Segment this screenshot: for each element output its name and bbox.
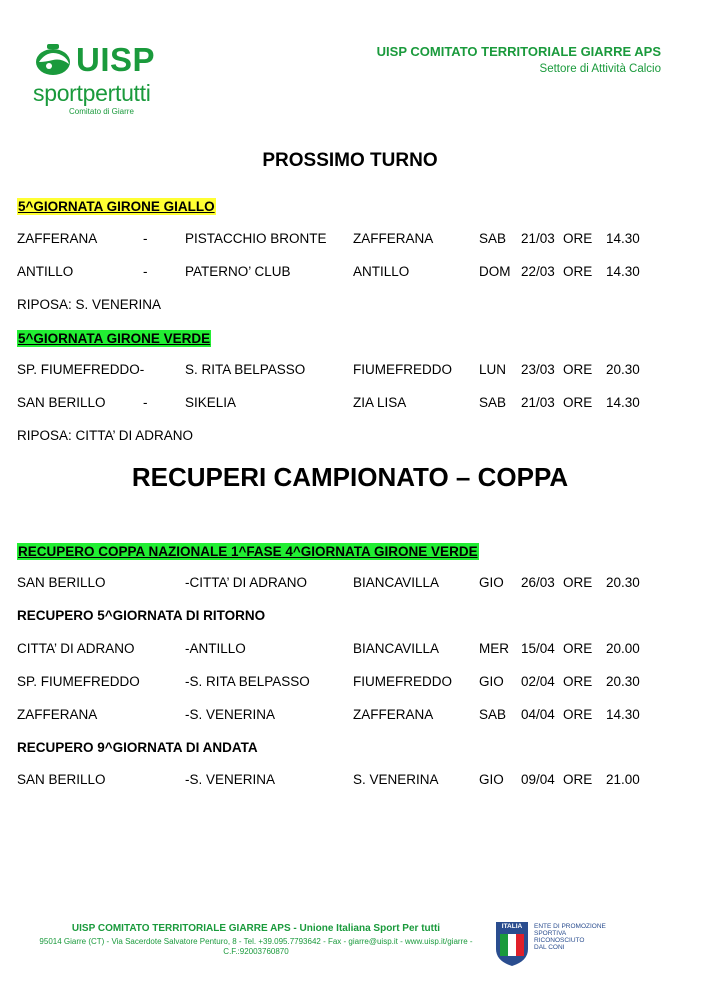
match-day: SAB [479,231,507,246]
coni-line: ENTE DI PROMOZIONE [534,923,606,930]
header-sector: Settore di Attività Calcio [539,63,661,75]
section-title-ritorno: RECUPERO 5^GIORNATA DI RITORNO [17,608,266,623]
match-date: 09/04 [521,772,555,787]
ore-label: ORE [563,362,593,377]
home-team: SAN BERILLO [17,772,106,787]
section-title-coppa: RECUPERO COPPA NAZIONALE 1^FASE 4^GIORNATA GIRONE VERDE [18,544,478,559]
match-time: 20.30 [606,362,640,377]
match-time: 14.30 [606,231,640,246]
away-team: -S. RITA BELPASSO [185,674,310,689]
logo-tagline: sportpertutti [33,80,151,106]
match-time: 14.30 [606,395,640,410]
match-time: 14.30 [606,264,640,279]
logo-sub: Comitato di Giarre [69,107,134,116]
recuperi-title: RECUPERI CAMPIONATO – COPPA [131,462,569,492]
header-organization [377,44,661,77]
match-row [0,575,707,591]
match-day: SAB [479,707,507,722]
match-day: DOM [479,264,511,279]
home-team: ZAFFERANA [17,231,98,246]
away-team: SIKELIA [185,395,237,410]
match-time: 14.30 [606,707,640,722]
match-day: GIO [479,674,504,689]
match-row [0,707,707,723]
venue: BIANCAVILLA [353,641,440,656]
ore-label: ORE [563,674,593,689]
page-title: PROSSIMO TURNO [262,150,438,171]
uisp-emblem-icon [33,42,73,78]
coni-line: RICONOSCIUTO [534,937,585,944]
ore-label: ORE [563,641,593,656]
match-time: 20.30 [606,674,640,689]
home-team: SP. FIUMEFREDDO [17,674,140,689]
home-team: ANTILLO [17,264,74,279]
logo-brand: UISP [76,41,156,78]
match-date: 21/03 [521,231,555,246]
match-row [0,362,707,378]
venue: BIANCAVILLA [353,575,440,590]
rest-team-verde: RIPOSA: CITTA’ DI ADRANO [17,428,194,443]
ore-label: ORE [563,575,593,590]
match-time: 20.00 [606,641,640,656]
footer-title: UISP COMITATO TERRITORIALE GIARRE APS - Unione Italiana Sport Per tutti [71,923,441,934]
section-title-giallo: 5^GIORNATA GIRONE GIALLO [18,199,215,214]
home-team: SAN BERILLO [17,395,106,410]
venue: S. VENERINA [353,772,439,787]
home-team: CITTA’ DI ADRANO [17,641,135,656]
home-team: SAN BERILLO [17,575,106,590]
venue: ANTILLO [353,264,410,279]
away-team: -ANTILLO [185,641,246,656]
venue: FIUMEFREDDO [353,362,452,377]
match-day: SAB [479,395,507,410]
match-day: GIO [479,772,504,787]
uisp-logo [33,42,173,124]
coni-shield-label: ITALIA [501,923,523,930]
coni-line: SPORTIVA [534,930,567,937]
match-row [0,674,707,690]
ore-label: ORE [563,772,593,787]
match-day: LUN [479,362,507,377]
match-row [0,641,707,657]
match-row [0,231,707,247]
match-row [0,395,707,411]
match-date: 22/03 [521,264,555,279]
match-day: GIO [479,575,504,590]
coni-line: DAL CONI [534,944,565,951]
away-team: -S. VENERINA [185,707,276,722]
away-team: S. RITA BELPASSO [185,362,306,377]
coni-badge [495,921,615,971]
away-team: PISTACCHIO BRONTE [185,231,327,246]
away-team: -CITTA’ DI ADRANO [185,575,308,590]
match-dash: - [143,231,148,246]
ore-label: ORE [563,231,593,246]
match-date: 26/03 [521,575,555,590]
match-date: 21/03 [521,395,555,410]
away-team: -S. VENERINA [185,772,276,787]
match-date: 23/03 [521,362,555,377]
footer-address: 95014 Giarre (CT) - Via Sacerdote Salvatore Penturo, 8 - Tel. +39.095.7793642 - Fax - giarre@uisp.it - www.uisp.it/giarre - C.F.:92003760870 [39,937,473,956]
ore-label: ORE [563,264,593,279]
match-row [0,264,707,280]
away-team: PATERNO’ CLUB [185,264,291,279]
match-date: 04/04 [521,707,555,722]
venue: ZAFFERANA [353,231,434,246]
match-time: 20.30 [606,575,640,590]
ore-label: ORE [563,395,593,410]
coni-text [534,923,606,951]
ore-label: ORE [563,707,593,722]
section-title-andata: RECUPERO 9^GIORNATA DI ANDATA [17,740,258,755]
venue: FIUMEFREDDO [353,674,452,689]
venue: ZAFFERANA [353,707,434,722]
home-team: ZAFFERANA [17,707,98,722]
venue: ZIA LISA [353,395,407,410]
footer [36,922,476,957]
section-title-verde: 5^GIORNATA GIRONE VERDE [18,331,211,346]
match-row [0,772,707,788]
match-date: 02/04 [521,674,555,689]
match-dash: - [143,395,148,410]
match-day: MER [479,641,509,656]
home-team: SP. FIUMEFREDDO- [17,362,145,377]
match-time: 21.00 [606,772,640,787]
match-dash: - [143,264,148,279]
match-date: 15/04 [521,641,555,656]
header-org-name: UISP COMITATO TERRITORIALE GIARRE APS [376,44,661,59]
rest-team-giallo: RIPOSA: S. VENERINA [17,297,162,312]
